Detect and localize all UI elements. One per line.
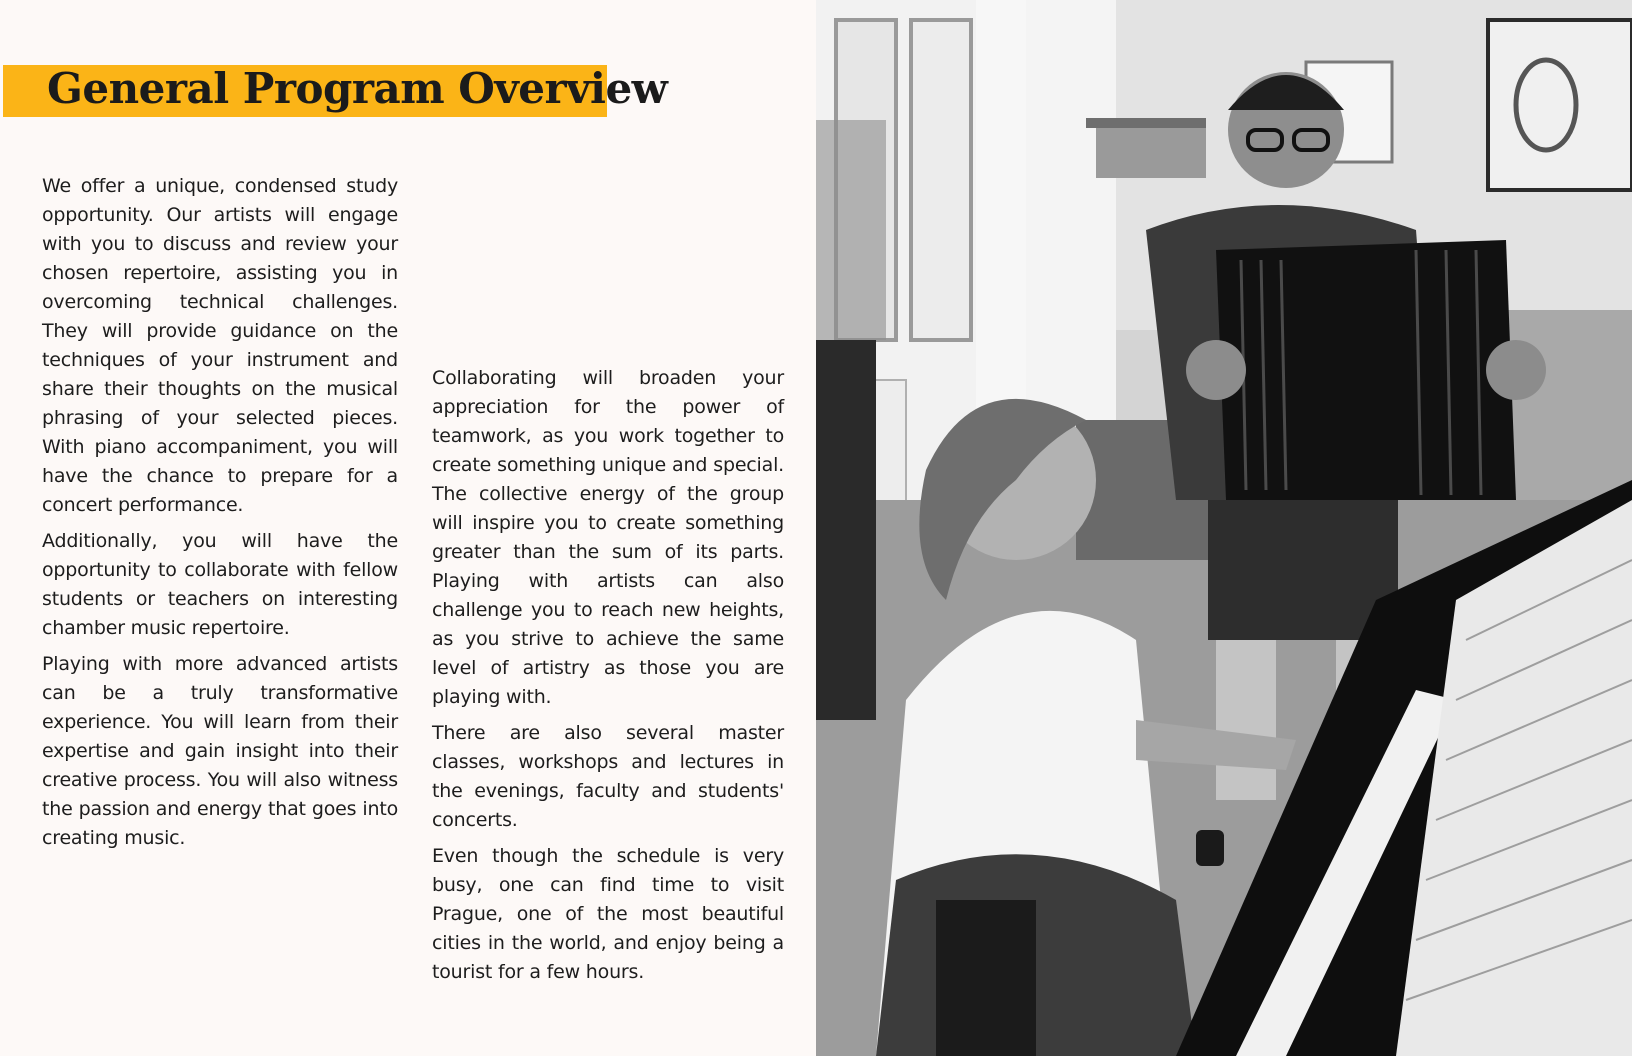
paragraph: Playing with more advanced artists can be a truly transformative experience. You will learn from their expertise and gain insight into their creative process. You will also witness the passion and energy that goes into creating music. <box>42 653 398 849</box>
text-column-right <box>432 364 784 994</box>
watch <box>1196 830 1224 866</box>
paragraph: Collaborating will broaden your appreciation for the power of teamwork, as you work together to create something unique and special. The collective energy of the group will inspire you to create something greater than the sum of its parts. Playing with artists can also challenge you to reach new heights, as you strive to achieve the same level of artistry as those you are playing with. <box>432 367 784 708</box>
window-pane <box>911 20 971 340</box>
lesson-photo <box>816 0 1632 1056</box>
hand <box>1486 340 1546 400</box>
paragraph: Even though the schedule is very busy, one can find time to visit Prague, one of the most beautiful cities in the world, and enjoy being a tourist for a few hours. <box>432 845 784 983</box>
leg <box>1216 640 1276 800</box>
piano-stool <box>936 900 1036 1056</box>
framed-artwork <box>1488 20 1632 190</box>
hand <box>1186 340 1246 400</box>
paragraph: We offer a unique, condensed study opportunity. Our artists will engage with you to discuss and review your chosen repertoire, assisting you in overcoming technical challenges. They will provide guidance on the techniques of your instrument and share their thoughts on the musical phrasing of your selected pieces. With piano accompaniment, you will have the chance to prepare for a concert performance. <box>42 175 398 516</box>
tree-outside <box>816 120 886 340</box>
page-title: General Program Overview <box>47 64 668 113</box>
shelf-box <box>1096 128 1206 178</box>
paragraph: Additionally, you will have the opportunity to collaborate with fellow students or teachers on interesting chamber music repertoire. <box>42 530 398 639</box>
curtain <box>976 0 1116 460</box>
paragraph: There are also several master classes, workshops and lectures in the evenings, faculty and students' concerts. <box>432 722 784 831</box>
shelf <box>1086 118 1206 128</box>
office-chair <box>816 340 876 720</box>
text-column-left <box>42 172 398 860</box>
